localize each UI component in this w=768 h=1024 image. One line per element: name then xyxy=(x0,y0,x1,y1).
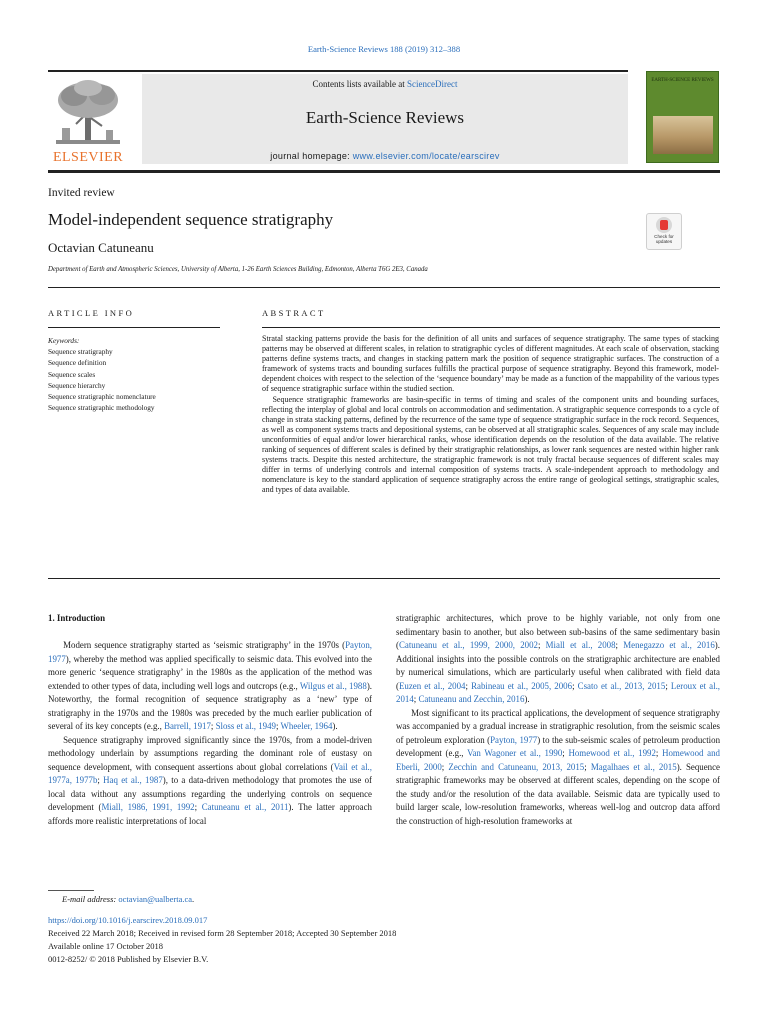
body-text: ; xyxy=(562,748,569,758)
keyword-item: Sequence definition xyxy=(48,358,107,368)
body-text: ). Additional insights into the possible controls on the stratigraphic architecture are enabled by numerical simulations, which are particularly useful when calibrated with field data ( xyxy=(396,640,720,691)
body-text: ; xyxy=(97,775,104,785)
citation-link[interactable]: Haq et al., 1987 xyxy=(103,775,163,785)
author-name[interactable]: Octavian Catuneanu xyxy=(48,240,154,255)
keywords-label: Keywords: xyxy=(48,336,80,345)
section-rule xyxy=(48,578,720,579)
citation-link[interactable]: Homewood et al., 1992 xyxy=(568,748,656,758)
body-text: Modern sequence stratigraphy started as ‘seismic stratigraphy’ in the 1970s ( xyxy=(63,640,346,650)
citation-link[interactable]: Magalhaes et al., 2015 xyxy=(590,761,677,772)
body-text: ; xyxy=(465,680,472,691)
affiliation-rule xyxy=(48,287,720,288)
body-text: Most significant to its practical applications, the development of sequence stratigraphy was accompanied by a gradual increase in stratigraphic resolution, from the seismic scales of petroleum exploration ( xyxy=(396,707,720,745)
citation-link[interactable]: Sloss et al., 1949 xyxy=(215,721,276,731)
citation-link[interactable]: Rabineau et al., 2005, 2006 xyxy=(471,680,573,691)
body-text: ; xyxy=(537,640,546,650)
body-text: ; xyxy=(276,721,281,731)
citation-link[interactable]: Homewood and Eberli, 2000 xyxy=(396,748,720,772)
body-paragraph xyxy=(48,734,372,829)
body-text: ). xyxy=(524,694,530,704)
received-dates: Received 22 March 2018; Received in revised form 28 September 2018; Accepted 30 September 2018 xyxy=(48,928,397,938)
author-email-link[interactable]: octavian@ualberta.ca xyxy=(118,894,193,904)
header-bottom-rule xyxy=(48,170,720,173)
email-label: E-mail address: xyxy=(62,894,117,904)
doi-link[interactable]: https://doi.org/10.1016/j.earscirev.2018.09.017 xyxy=(48,915,208,925)
citation-link[interactable]: Zecchin and Catuneanu, 2013, 2015 xyxy=(448,761,585,772)
citation-link[interactable]: Payton, 1977 xyxy=(48,640,372,664)
sciencedirect-link[interactable]: ScienceDirect xyxy=(407,79,458,89)
contents-prefix: Contents lists available at xyxy=(312,79,407,89)
check-updates-icon xyxy=(656,217,672,233)
abstract-body xyxy=(262,334,719,496)
body-text: ; xyxy=(413,694,419,704)
body-paragraph xyxy=(396,612,720,707)
cover-title: EARTH-SCIENCE REVIEWS xyxy=(651,78,714,83)
abstract-rule xyxy=(262,327,720,328)
check-updates-label: Check for updates xyxy=(654,234,674,245)
elsevier-logo xyxy=(48,78,128,166)
homepage-line xyxy=(142,151,628,161)
body-column-left xyxy=(48,612,372,828)
citation-link[interactable]: Menegazzo et al., 2016 xyxy=(623,640,715,650)
abstract-paragraph: Sequence stratigraphic frameworks are basin-specific in terms of timing and scales of the component units and bounding surfaces, reflecting the interplay of global and local controls on accommodation and sedimentation. A stratigraphic sequence corresponds to a cycle of change in strata stacking patterns, defined by the recurrence of the same type of sequence stratigraphic surface in the rock record. Sequences, as well as component systems tracts and depositional systems, can be observed at all stratigraphic scales. Sequences of any scale may include unconformities of equal and/or lower hierarchical ranks, whose identification depends on the resolution of the data available. The relative ranking of sequences of different scales is defined by their stratigraphic relationships, as lower rank sequences are nested within higher rank systems tracts. Despite this nested architecture, the stratigraphic framework is not truly fractal because sequences of different scales may differ in terms of underlying controls and internal composition of systems tracts. A scale-independent approach to methodology and nomenclature is key to the standard application of sequence stratigraphy across the entire range of geological settings, stratigraphic scales, and types of data available. xyxy=(262,394,719,495)
citation-link[interactable]: Vail et al., 1977a, 1977b xyxy=(48,761,372,785)
body-text: ). xyxy=(332,721,338,731)
body-text: ; xyxy=(665,680,671,691)
citation-link[interactable]: Miall, 1986, 1991, 1992 xyxy=(101,802,195,812)
citation-link[interactable]: Miall et al., 2008 xyxy=(545,640,616,650)
email-footnote xyxy=(62,894,194,904)
journal-banner xyxy=(142,74,628,164)
article-type: Invited review xyxy=(48,187,115,199)
email-suffix: . xyxy=(192,894,195,904)
author-affiliation: Department of Earth and Atmospheric Sciences, University of Alberta, 1-26 Earth Sciences Building, Edmonton, Alberta T6G 2E3, Canada xyxy=(48,266,428,273)
elsevier-wordmark: ELSEVIER xyxy=(52,150,124,165)
body-column-right xyxy=(396,612,720,828)
citation-link[interactable]: Van Wagoner et al., 1990 xyxy=(467,748,563,758)
body-text: ). Noteworthy, the formal recognition of sequence stratigraphy as a ‘new’ type of stratigraphy in the 1970s and the 1980s was preceded by the much earlier publication of several of its key concepts (e.g., xyxy=(48,680,372,731)
keyword-item: Sequence stratigraphic nomenclature xyxy=(48,392,156,402)
journal-reference-link[interactable]: Earth-Science Reviews 188 (2019) 312–388 xyxy=(307,44,461,54)
citation-link[interactable]: Euzen et al., 2004 xyxy=(398,680,466,691)
citation-link[interactable]: Csato et al., 2013, 2015 xyxy=(577,680,666,691)
body-text: stratigraphic architectures, which prove to be highly variable, not only from one sedimentary basin to another, but also between sub-basins of the same sedimentary basin ( xyxy=(396,613,720,650)
body-text: ; xyxy=(655,748,663,758)
footnote-rule xyxy=(48,890,94,891)
keyword-item: Sequence stratigraphy xyxy=(48,347,113,357)
keyword-item: Sequence hierarchy xyxy=(48,380,106,390)
body-text: Sequence stratigraphy improved significantly since the 1970s, from a model-driven methodology underlain by assumptions regarding the dominant role of eustasy on sequence development, with consequent assertions about global correlations ( xyxy=(48,734,372,772)
body-text: ) to the sub-seismic scales of petroleum production development (e.g., xyxy=(396,734,721,758)
body-text: ), to a data-driven methodology that promotes the use of local data without any assumptions regarding the underlying controls on sequence development ( xyxy=(48,775,372,812)
body-paragraph xyxy=(48,639,372,734)
keyword-item: Sequence scales xyxy=(48,369,96,379)
homepage-prefix: journal homepage: xyxy=(270,151,353,161)
body-text: ; xyxy=(615,640,624,650)
article-info-rule xyxy=(48,327,220,328)
header-top-rule xyxy=(48,70,628,72)
elsevier-tree-icon xyxy=(48,78,128,148)
citation-link[interactable]: Payton, 1977 xyxy=(490,734,538,745)
body-paragraph xyxy=(396,707,720,829)
body-text: ; xyxy=(210,721,216,731)
cover-photo xyxy=(653,116,713,154)
contents-line xyxy=(142,79,628,89)
journal-cover-thumbnail[interactable] xyxy=(646,71,719,163)
citation-link[interactable]: Catuneanu et al., 2011 xyxy=(201,802,289,812)
available-online-date: Available online 17 October 2018 xyxy=(48,941,164,951)
journal-name: Earth-Science Reviews xyxy=(305,108,465,127)
body-text: ). The latter approach affords more realistic interpretations of local xyxy=(48,802,372,826)
body-text: ; xyxy=(194,802,202,812)
keywords-list xyxy=(48,335,226,413)
citation-link[interactable]: Wilgus et al., 1988 xyxy=(299,680,367,691)
abstract-heading: ABSTRACT xyxy=(262,308,326,318)
article-title: Model-independent sequence stratigraphy xyxy=(48,210,334,229)
keyword-item: Sequence stratigraphic methodology xyxy=(48,403,155,413)
article-info-heading: ARTICLE INFO xyxy=(48,308,135,318)
citation-link[interactable]: Catuneanu and Zecchin, 2016 xyxy=(418,694,525,704)
body-text: ; xyxy=(441,761,449,772)
check-for-updates-button[interactable] xyxy=(646,213,682,250)
citation-link[interactable]: Barrell, 1917 xyxy=(164,721,211,731)
body-text: ; xyxy=(572,680,578,691)
citation-link[interactable]: Leroux et al., 2014 xyxy=(396,680,721,704)
copyright-notice: 0012-8252/ © 2018 Published by Elsevier B.V. xyxy=(48,954,209,964)
citation-link[interactable]: Wheeler, 1964 xyxy=(280,721,333,731)
body-text: ), whereby the method was applied specifically to seismic data. This evolved into the more generic ‘sequence stratigraphy’ in the 1980s as the application of the method was extended to other types of data, including well logs and outcrops (e.g., xyxy=(48,653,372,691)
abstract-paragraph: Stratal stacking patterns provide the basis for the definition of all units and surfaces of sequence stratigraphy. The same types of stacking patterns may be observed at different scales, in relation to stratigraphic cycles of different magnitudes. At each scale of observation, stacking patterns define systems tracts, and changes in stacking pattern mark the position of sequence stratigraphic surfaces. The construction of a framework of systems tracts and bounding surfaces fulfills the practical purpose of sequence stratigraphy. Beyond this framework, model-dependent choices with respect to the selection of the ‘sequence boundary’ may be made as a function of the mappability of the various types of sequence stratigraphic surface within the studied section. xyxy=(262,334,719,394)
section-heading-introduction: 1. Introduction xyxy=(48,613,106,623)
body-text: ). Sequence stratigraphic frameworks may be observed at different scales, depending on the scope of the study and/or the resolution of the data available. Seismic data are typically used to build larger scale, low-resolution frameworks, whereas well-log and outcrop data afford the construction of high-resolution frameworks at xyxy=(396,761,721,826)
body-text: ; xyxy=(584,761,591,772)
journal-homepage-link[interactable]: www.elsevier.com/locate/earscirev xyxy=(352,151,500,161)
citation-link[interactable]: Catuneanu et al., 1999, 2000, 2002 xyxy=(398,640,538,650)
